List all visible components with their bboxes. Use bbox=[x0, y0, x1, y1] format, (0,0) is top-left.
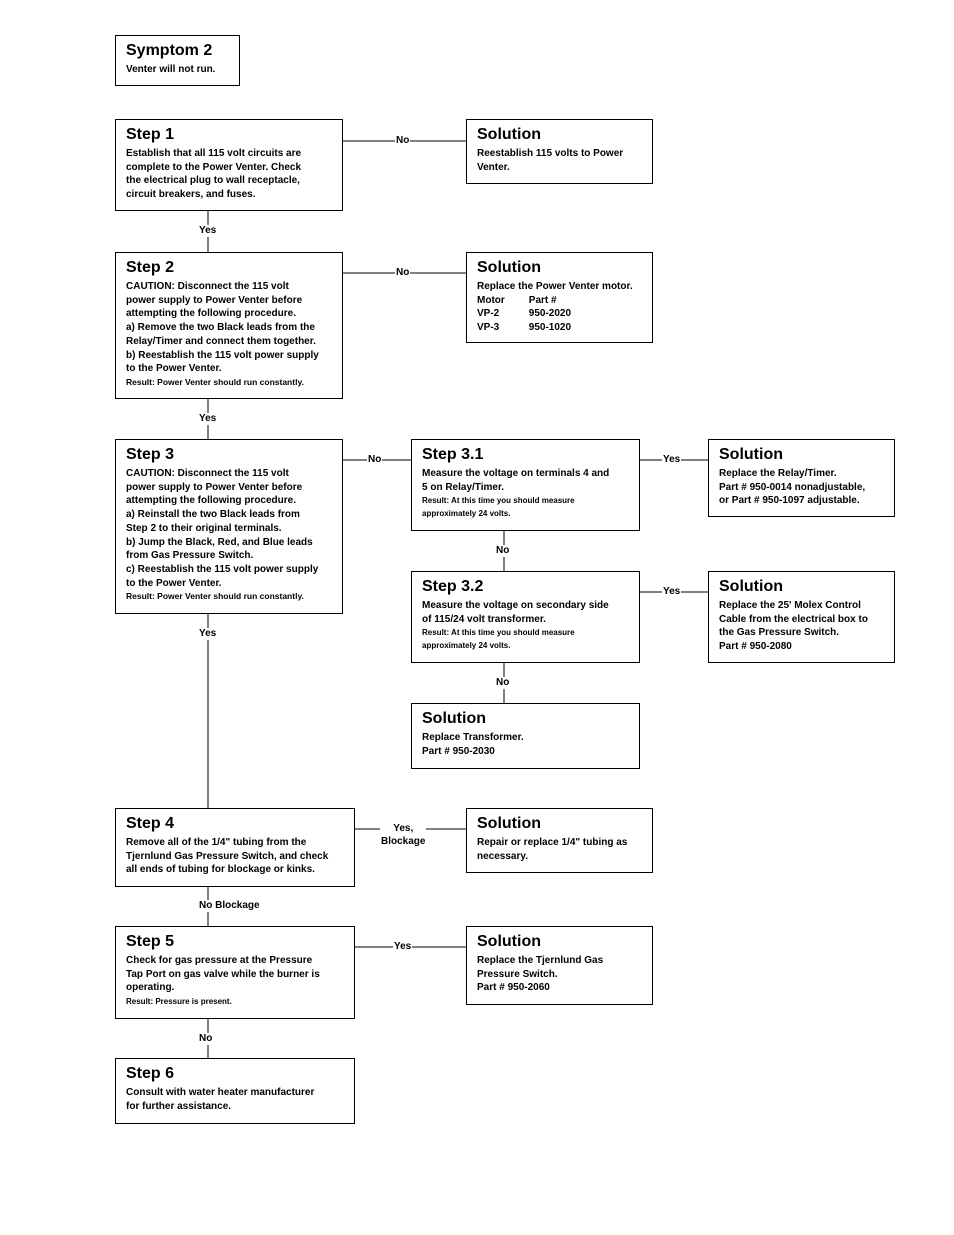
step-result-line: approximately 24 volts. bbox=[422, 509, 511, 519]
step-line: Relay/Timer and connect them together. bbox=[126, 335, 316, 347]
solution-line: Replace the Power Venter motor. bbox=[477, 281, 633, 292]
step-title: Step 1 bbox=[126, 126, 175, 143]
step-1-box bbox=[115, 119, 343, 211]
solution-title: Solution bbox=[719, 578, 783, 595]
step-line: complete to the Power Venter. Check bbox=[126, 161, 302, 173]
step-line: the electrical plug to wall receptacle, bbox=[126, 175, 300, 187]
step-title: Step 3.2 bbox=[422, 578, 484, 595]
solution-step-4-box bbox=[466, 808, 653, 873]
solution-title: Solution bbox=[477, 259, 541, 276]
solution-title: Solution bbox=[477, 815, 541, 832]
label-s2-yes: Yes bbox=[199, 413, 217, 424]
solution-line: Replace Transformer. bbox=[422, 732, 524, 743]
step-result-line: Result: At this time you should measure bbox=[422, 496, 575, 506]
label-s1-yes: Yes bbox=[199, 225, 217, 236]
solution-line: the Gas Pressure Switch. bbox=[719, 627, 840, 639]
step-line: to the Power Venter. bbox=[126, 363, 222, 375]
step-line: attempting the following procedure. bbox=[126, 308, 296, 320]
motor-part-table bbox=[477, 294, 595, 335]
step-line: operating. bbox=[126, 982, 175, 994]
step-title: Step 3 bbox=[126, 446, 175, 463]
solution-line: Venter. bbox=[477, 161, 510, 173]
step-2-box bbox=[115, 252, 343, 399]
label-s3-yes: Yes bbox=[199, 628, 217, 639]
step-line: Tjernlund Gas Pressure Switch, and check bbox=[126, 850, 329, 862]
solution-title: Solution bbox=[477, 933, 541, 950]
step-line: a) Remove the two Black leads from the bbox=[126, 322, 315, 334]
label-s32-no: No bbox=[496, 677, 510, 688]
symptom-line: Venter will not run. bbox=[126, 64, 216, 75]
step-6-box bbox=[115, 1058, 355, 1124]
label-s4-yes-line2: Blockage bbox=[381, 836, 426, 847]
table-cell: 950-1020 bbox=[528, 322, 572, 334]
table-row bbox=[477, 321, 595, 335]
step-result-line: Result: Power Venter should run constantly. bbox=[126, 591, 304, 602]
step-line: power supply to Power Venter before bbox=[126, 481, 303, 493]
solution-title: Solution bbox=[719, 446, 783, 463]
solution-step-2-box bbox=[466, 252, 653, 343]
solution-line: Cable from the electrical box to bbox=[719, 613, 868, 625]
step-title: Step 5 bbox=[126, 933, 175, 950]
step-result-line: Result: Pressure is present. bbox=[126, 997, 232, 1007]
step-line: Check for gas pressure at the Pressure bbox=[126, 955, 313, 966]
step-line: Measure the voltage on terminals 4 and bbox=[422, 468, 610, 479]
step-line: for further assistance. bbox=[126, 1100, 232, 1112]
step-line: Consult with water heater manufacturer bbox=[126, 1087, 315, 1098]
label-s31-no: No bbox=[496, 545, 510, 556]
step-line: c) Reestablish the 115 volt power supply bbox=[126, 563, 319, 575]
step-line: to the Power Venter. bbox=[126, 577, 222, 589]
solution-step-1-box bbox=[466, 119, 653, 184]
solution-title: Solution bbox=[422, 710, 486, 727]
solution-line: or Part # 950-1097 adjustable. bbox=[719, 495, 860, 507]
label-s4-yes-line1: Yes, bbox=[393, 823, 414, 834]
step-line: Tap Port on gas valve while the burner is bbox=[126, 968, 320, 980]
step-result-line: Result: Power Venter should run constantly. bbox=[126, 376, 304, 387]
table-header-cell: Part # bbox=[528, 294, 557, 306]
label-s4-yes bbox=[380, 822, 426, 848]
symptom-title: Symptom 2 bbox=[126, 42, 213, 59]
table-header-row bbox=[477, 294, 595, 308]
table-row bbox=[477, 307, 595, 321]
solution-title: Solution bbox=[477, 126, 541, 143]
symptom-box bbox=[115, 35, 240, 86]
step-line: Remove all of the 1/4" tubing from the bbox=[126, 837, 307, 848]
step-line: Step 2 to their original terminals. bbox=[126, 522, 282, 534]
label-s3-no: No bbox=[368, 454, 382, 465]
step-line: a) Reinstall the two Black leads from bbox=[126, 509, 300, 521]
step-line: Establish that all 115 volt circuits are bbox=[126, 148, 302, 159]
solution-line: Repair or replace 1/4" tubing as bbox=[477, 837, 628, 848]
solution-line: Replace the Relay/Timer. bbox=[719, 468, 837, 479]
step-line: of 115/24 volt transformer. bbox=[422, 613, 546, 625]
step-3-box bbox=[115, 439, 343, 614]
table-cell: 950-2020 bbox=[528, 308, 572, 320]
step-title: Step 3.1 bbox=[422, 446, 484, 463]
label-s5-yes: Yes bbox=[394, 941, 412, 952]
solution-line: Replace the Tjernlund Gas bbox=[477, 955, 604, 966]
step-line: 5 on Relay/Timer. bbox=[422, 481, 505, 493]
step-5-box bbox=[115, 926, 355, 1019]
label-s31-yes: Yes bbox=[663, 454, 681, 465]
solution-line: Part # 950-0014 nonadjustable, bbox=[719, 481, 866, 493]
step-result-line: approximately 24 volts. bbox=[422, 641, 511, 651]
step-3-2-box bbox=[411, 571, 640, 663]
solution-line: Part # 950-2060 bbox=[477, 982, 550, 994]
step-line: Measure the voltage on secondary side bbox=[422, 600, 609, 611]
step-result-line: Result: At this time you should measure bbox=[422, 628, 575, 638]
step-3-1-box bbox=[411, 439, 640, 531]
label-s1-no: No bbox=[396, 135, 410, 146]
label-s5-no: No bbox=[199, 1033, 213, 1044]
step-line: b) Jump the Black, Red, and Blue leads bbox=[126, 536, 313, 548]
step-line: all ends of tubing for blockage or kinks. bbox=[126, 864, 315, 876]
step-line: circuit breakers, and fuses. bbox=[126, 189, 256, 201]
solution-step-3-1-box bbox=[708, 439, 895, 517]
solution-line: Part # 950-2030 bbox=[422, 745, 495, 757]
solution-line: Replace the 25' Molex Control bbox=[719, 600, 861, 611]
step-line: attempting the following procedure. bbox=[126, 495, 296, 507]
step-line: CAUTION: Disconnect the 115 volt bbox=[126, 468, 289, 479]
step-line: b) Reestablish the 115 volt power supply bbox=[126, 349, 319, 361]
solution-transformer-box bbox=[411, 703, 640, 769]
step-line: power supply to Power Venter before bbox=[126, 294, 303, 306]
step-title: Step 4 bbox=[126, 815, 175, 832]
solution-line: Part # 950-2080 bbox=[719, 641, 792, 653]
solution-line: necessary. bbox=[477, 850, 528, 862]
solution-step-3-2-box bbox=[708, 571, 895, 663]
table-header-cell: Motor bbox=[477, 294, 505, 306]
solution-line: Reestablish 115 volts to Power bbox=[477, 148, 624, 159]
step-4-box bbox=[115, 808, 355, 887]
solution-line: Pressure Switch. bbox=[477, 968, 558, 980]
table-cell: VP-2 bbox=[477, 308, 500, 320]
step-title: Step 6 bbox=[126, 1065, 175, 1082]
label-s4-no: No Blockage bbox=[199, 900, 260, 911]
step-title: Step 2 bbox=[126, 259, 175, 276]
label-s2-no: No bbox=[396, 267, 410, 278]
table-cell: VP-3 bbox=[477, 322, 500, 334]
step-line: from Gas Pressure Switch. bbox=[126, 550, 254, 562]
step-line: CAUTION: Disconnect the 115 volt bbox=[126, 281, 289, 292]
label-s32-yes: Yes bbox=[663, 586, 681, 597]
solution-step-5-box bbox=[466, 926, 653, 1005]
